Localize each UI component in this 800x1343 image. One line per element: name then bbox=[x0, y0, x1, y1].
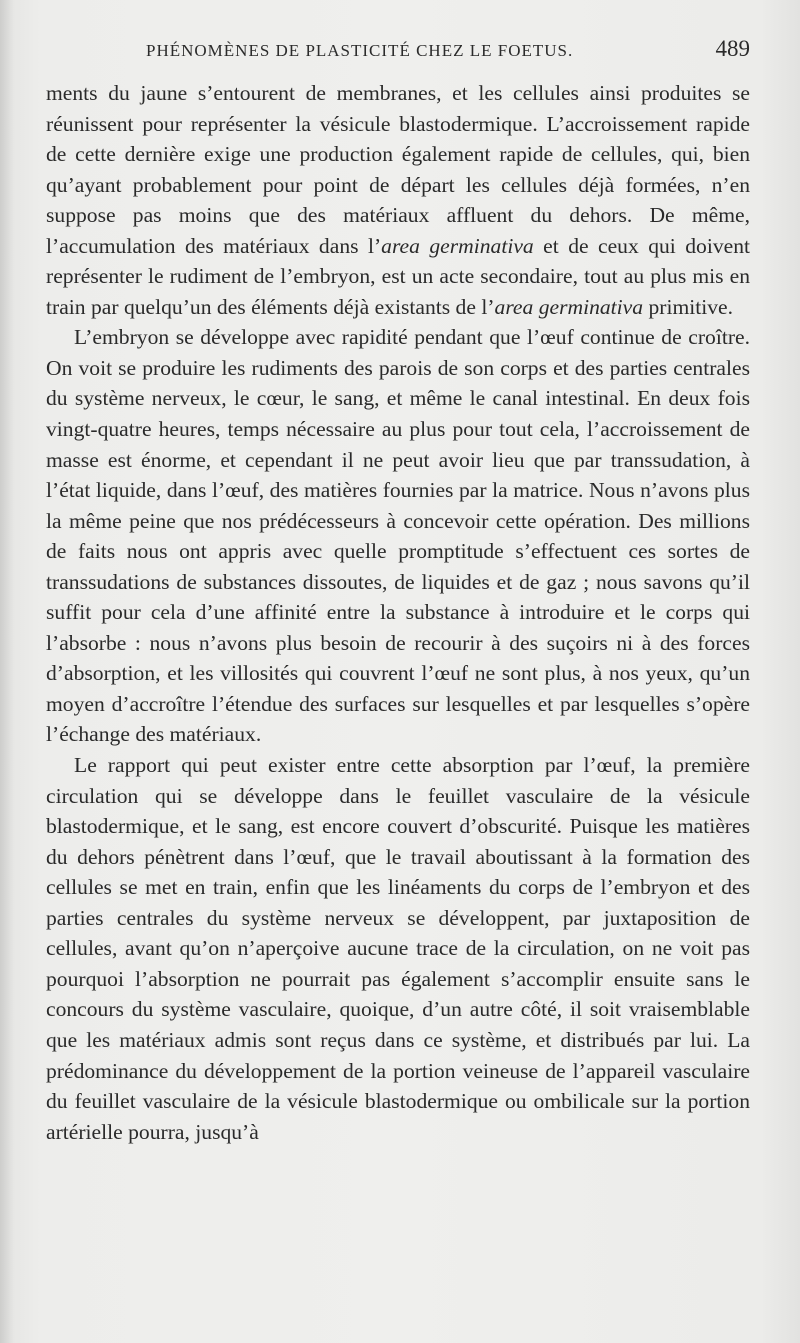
italic-term: area germinativa bbox=[381, 233, 534, 258]
paragraph-1-text-b: et de ceux qui doivent représenter le rudiment de l’embryon, est un acte secondaire, tout au plus mis en train par quelqu’un des éléments déjà existants de l’ bbox=[46, 233, 751, 319]
page-number: 489 bbox=[715, 36, 750, 61]
paragraph-1-text-c: primitive. bbox=[643, 294, 734, 319]
paragraph-3: Le rapport qui peut exister entre cette absorption par l’œuf, la première circulation qui se développe dans le feuillet vasculaire de la vésicule blastodermique, et le sang, est encore couvert d’obscurité. Puisque les matières du dehors pénètrent dans l’œuf, que le travail aboutissant à la formation des cellules se met en train, enfin que les linéaments du corps de l’embryon et des parties centrales du système nerveux se développent, par juxtaposition de cellules, avant qu’on n’aperçoive aucune trace de la circulation, on ne voit pas pourquoi l’absorption ne pourrait pas également s’accomplir ensuite sans le concours du système vasculaire, quoique, d’un autre côté, il soit vraisemblable que les matériaux admis sont reçus dans ce système, et distribués par lui. La prédominance du développement de la portion veineuse de l’appareil vasculaire du feuillet vasculaire de la vésicule blastodermique ou ombilicale sur la portion artérielle pourra, jusqu’à bbox=[46, 753, 750, 1144]
paragraph-2: L’embryon se développe avec rapidité pendant que l’œuf continue de croître. On voit se produire les rudiments des parois de son corps et des parties centrales du système nerveux, le cœur, le sang, et même le canal intestinal. En deux fois vingt-quatre heures, temps nécessaire au plus pour tout cela, l’accroissement de masse est énorme, et cependant il ne peut avoir lieu que par transsudation, à l’état liquide, dans l’œuf, des matières fournies par la matrice. Nous n’avons plus la même peine que nos prédécesseurs à concevoir cette opération. Des millions de faits nous ont appris avec quelle promptitude s’effectuent ces sortes de transsudations de substances dissoutes, de liquides et de gaz ; nous savons qu’il suffit pour cela d’une affinité entre la substance à introduire et le corps qui l’absorbe : nous n’avons plus besoin de recourir à des suçoirs ni à des forces d’absorption, et les villosités qui couvrent l’œuf ne sont plus, à nos yeux, qu’un moyen d’accroître l’étendue des surfaces sur lesquelles et par lesquelles s’opère l’échange des matériaux. bbox=[46, 325, 750, 747]
running-head bbox=[46, 36, 750, 66]
paragraph-1-text-a: ments du jaune s’entourent de membranes, et les cellules ainsi produites se réunissent pour représenter la vésicule blastodermique. L’accroissement rapide de cette dernière exige une production également rapide de cellules, qui, bien qu’ayant probablement pour point de départ les cellules déjà formées, n’en suppose pas moins que des matériaux affluent du dehors. De même, l’accumulation des matériaux dans l’ bbox=[46, 81, 750, 258]
text-body bbox=[46, 78, 750, 1147]
running-title: PHÉNOMÈNES DE PLASTICITÉ CHEZ LE FOETUS. bbox=[146, 41, 574, 60]
paragraph-1 bbox=[46, 78, 750, 322]
italic-term: area germinativa bbox=[494, 294, 644, 319]
